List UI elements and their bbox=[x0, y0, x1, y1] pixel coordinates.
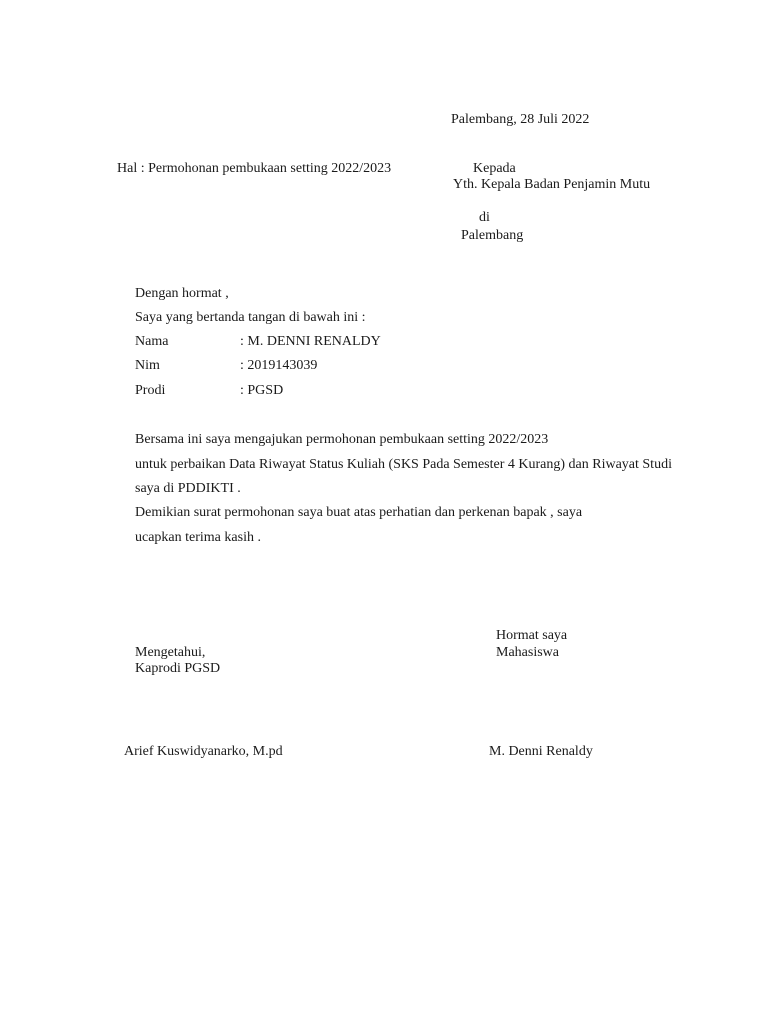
recipient-addressee: Yth. Kepala Badan Penjamin Mutu bbox=[453, 177, 651, 192]
field-value-nama: : M. DENNI RENALDY bbox=[240, 334, 381, 349]
letter-subject: Hal : Permohonan pembukaan setting 2022/2023 bbox=[117, 161, 392, 176]
field-value-prodi: : PGSD bbox=[240, 383, 284, 398]
intro-line: Saya yang bertanda tangan di bawah ini : bbox=[135, 310, 366, 325]
recipient-city: Palembang bbox=[461, 228, 524, 243]
recipient-at-label: di bbox=[479, 210, 490, 225]
content-line: untuk perbaikan Data Riwayat Status Kuliah (SKS Pada Semester 4 Kurang) dan Riwayat Studi bbox=[135, 457, 672, 472]
field-label-nim: Nim bbox=[135, 358, 160, 373]
field-value-nim: : 2019143039 bbox=[240, 358, 318, 373]
signer-role-left: Kaprodi PGSD bbox=[135, 661, 221, 676]
signer-role-right: Mahasiswa bbox=[496, 645, 559, 660]
signer-name-right: M. Denni Renaldy bbox=[489, 744, 593, 759]
content-line: saya di PDDIKTI . bbox=[135, 481, 241, 496]
closing-salutation: Hormat saya bbox=[496, 628, 568, 643]
place-date: Palembang, 28 Juli 2022 bbox=[451, 112, 590, 127]
signer-name-left: Arief Kuswidyanarko, M.pd bbox=[124, 744, 283, 759]
field-label-prodi: Prodi bbox=[135, 383, 166, 398]
recipient-to-label: Kepada bbox=[473, 161, 516, 176]
content-line: Demikian surat permohonan saya buat atas perhatian dan perkenan bapak , saya bbox=[135, 505, 583, 520]
greeting: Dengan hormat , bbox=[135, 286, 229, 301]
content-line: ucapkan terima kasih . bbox=[135, 530, 261, 545]
content-line: Bersama ini saya mengajukan permohonan pembukaan setting 2022/2023 bbox=[135, 432, 549, 447]
acknowledged-label: Mengetahui, bbox=[135, 645, 206, 660]
field-label-nama: Nama bbox=[135, 334, 169, 349]
